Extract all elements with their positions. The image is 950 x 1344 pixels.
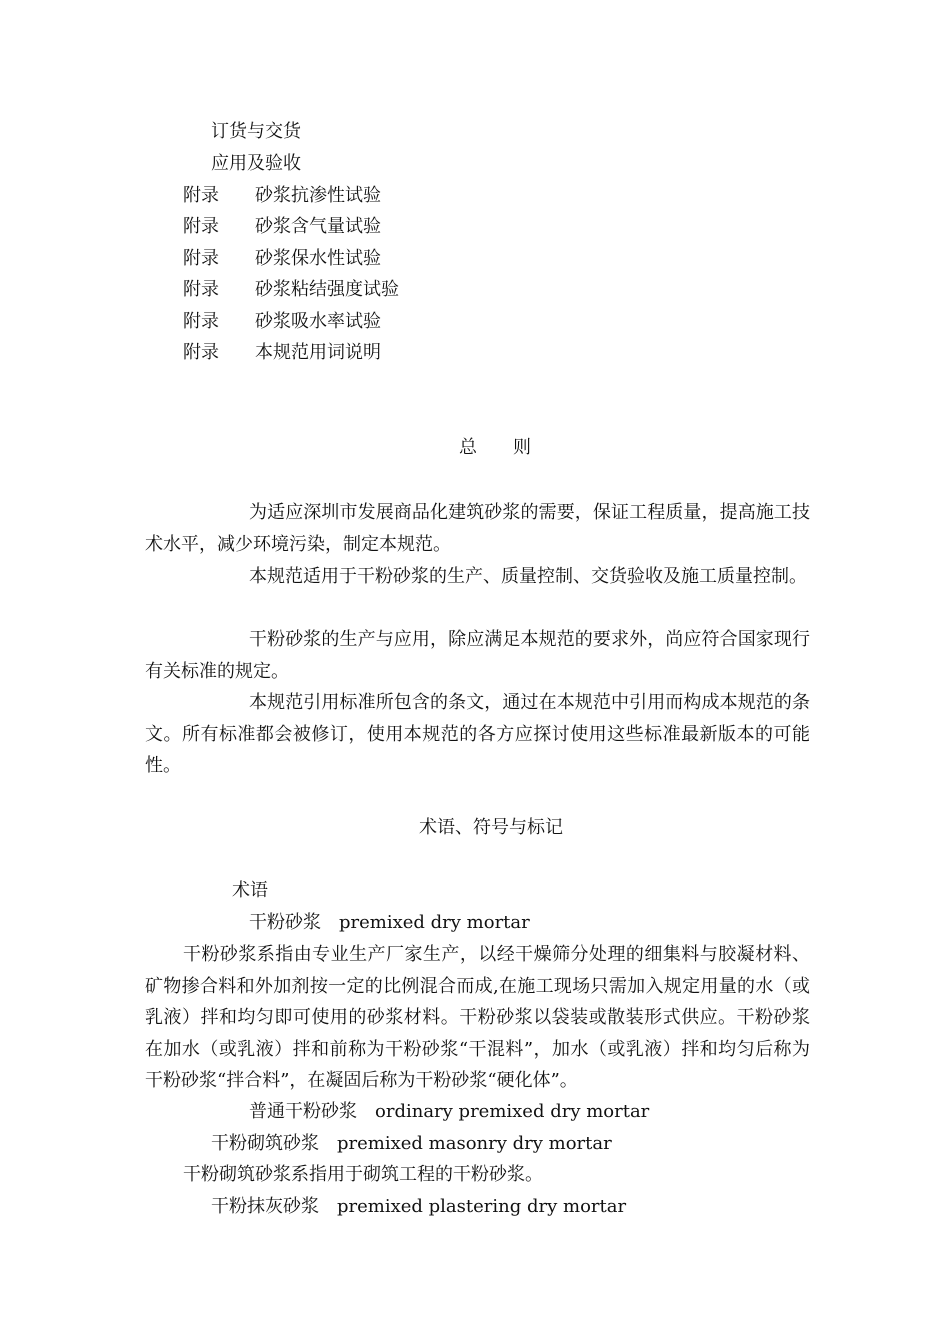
toc-appendix [183,216,381,238]
term-en: premixed masonry dry mortar [337,1133,612,1154]
appendix-title: 砂浆吸水率试验 [255,311,381,332]
term-en: premixed dry mortar [339,912,530,933]
general-paragraph: 为适应深圳市发展商品化建筑砂浆的需要，保证工程质量，提高施工技术水平，减少环境污染，制定本规范。 [145,502,810,555]
appendix-title: 砂浆保水性试验 [255,248,381,269]
toc-appendix [183,311,381,333]
toc-item-application: 应用及验收 [211,153,301,174]
toc-appendix [183,185,381,207]
general-paragraph: 本规范引用标准所包含的条文，通过在本规范中引用而构成本规范的条文。所有标准都会被修订，使用本规范的各方应探讨使用这些标准最新版本的可能性。 [145,692,810,776]
term-zh: 干粉砂浆 [249,912,321,933]
appendix-label: 附录 [183,216,219,237]
subsection-heading-terms: 术语 [232,880,268,901]
section-heading-general: 总 则 [459,437,531,458]
term-premixed-dry-mortar [249,912,530,934]
appendix-title: 砂浆含气量试验 [255,216,381,237]
toc-appendix [183,279,399,301]
term-zh: 干粉抹灰砂浆 [211,1196,319,1217]
appendix-title: 砂浆抗渗性试验 [255,185,381,206]
toc-appendix [183,342,381,364]
appendix-label: 附录 [183,279,219,300]
term-definition: 干粉砂浆系指由专业生产厂家生产，以经干燥筛分处理的细集料与胶凝材料、矿物掺合料和外加剂按一定的比例混合而成,在施工现场只需加入规定用量的水（或乳液）拌和均匀即可使用的砂浆材料。干粉砂浆以袋装或散装形式供应。干粉砂浆在加水（或乳液）拌和前称为干粉砂浆“干混料”，加水（或乳液）拌和均匀后称为干粉砂浆“拌合料”，在凝固后称为干粉砂浆“硬化体”。 [145,944,810,1091]
toc-appendix [183,248,381,270]
term-en: premixed plastering dry mortar [337,1196,627,1217]
term-premixed-masonry-dry-mortar [211,1133,612,1155]
term-en: ordinary premixed dry mortar [375,1101,650,1122]
appendix-label: 附录 [183,311,219,332]
term-zh: 干粉砌筑砂浆 [211,1133,319,1154]
appendix-title: 砂浆粘结强度试验 [255,279,399,300]
appendix-title: 本规范用词说明 [255,342,381,363]
toc-item-ordering: 订货与交货 [211,121,301,142]
term-definition: 干粉砌筑砂浆系指用于砌筑工程的干粉砂浆。 [183,1164,543,1185]
term-zh: 普通干粉砂浆 [249,1101,357,1122]
term-premixed-plastering-dry-mortar [211,1196,626,1218]
term-ordinary-premixed-dry-mortar [249,1101,649,1123]
appendix-label: 附录 [183,185,219,206]
general-paragraph: 干粉砂浆的生产与应用，除应满足本规范的要求外，尚应符合国家现行有关标准的规定。 [145,629,810,682]
general-paragraph: 本规范适用于干粉砂浆的生产、质量控制、交货验收及施工质量控制。 [249,566,807,587]
appendix-label: 附录 [183,248,219,269]
section-heading-terms: 术语、符号与标记 [419,817,563,838]
appendix-label: 附录 [183,342,219,363]
